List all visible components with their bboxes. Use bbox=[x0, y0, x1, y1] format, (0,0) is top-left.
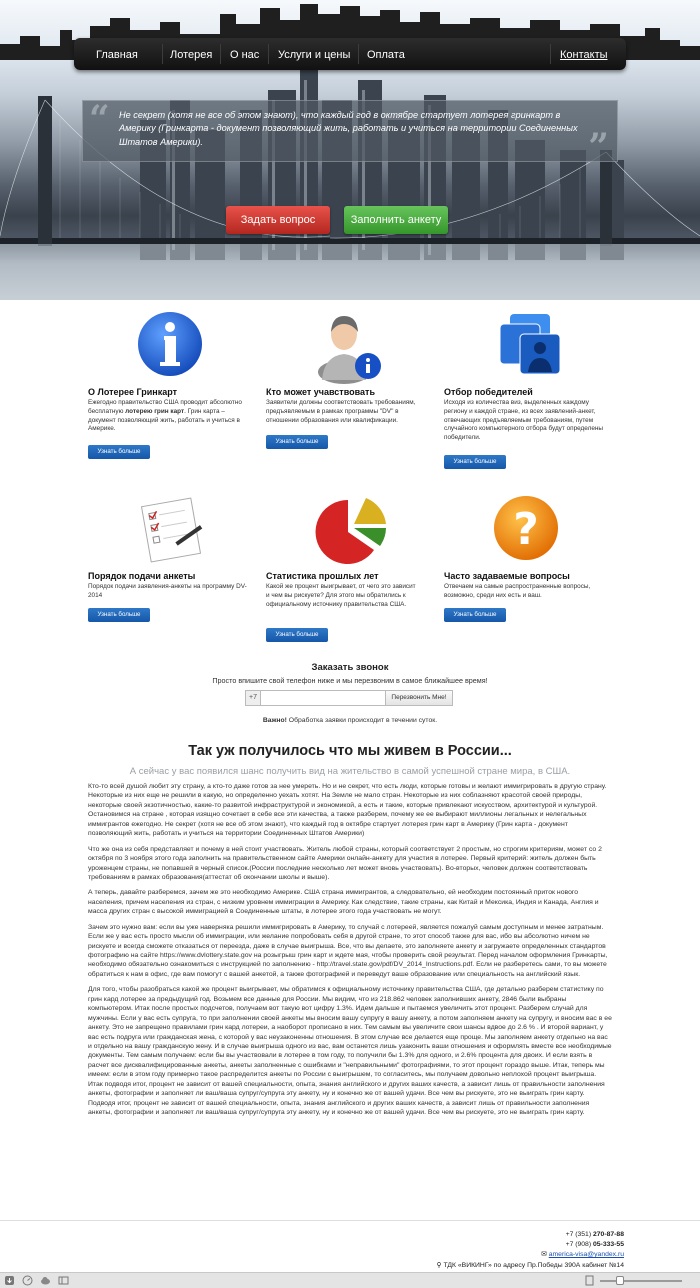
article-paragraph: Кто-то всей душой любит эту страну, а кто-то даже готов за нее умереть. Но и не секрет, что есть люди, которые готовы и желают иммигрировать в другую страну. Некоторые из них еще не решили в какую, но определенно уехать хотят. На Земле не мало стран. Некоторые из них соблазняют красотой своей природы, некоторые своей экзотичностью, какие-то развитой инфраструктурой и экономикой, а есть и такие, которые привлекают искусством, архитектурой и культурой. Остановимся на стране , которая изящно сочетает в себе все эти качества, а также разберем, почему же ее выбирают миллионы легальных и нелегальных иммигрантов ежегодно. Не секрет (хотя не все об этом знают), что каждый год в октябре стартует лотерея грин карт в Америку (Грин карта - документ позволяющий жить, работать и учиться на территории Соединенных Штатов Америки) bbox=[88, 783, 607, 838]
close-quote-icon: ” bbox=[588, 126, 609, 168]
speed-dial-icon[interactable] bbox=[22, 1275, 33, 1286]
learn-more-button[interactable]: Узнать больше bbox=[444, 455, 506, 469]
zoom-slider-handle[interactable] bbox=[616, 1276, 624, 1285]
question-icon bbox=[444, 494, 614, 568]
checklist-icon bbox=[88, 494, 258, 568]
learn-more-button[interactable]: Узнать больше bbox=[444, 608, 506, 622]
email-link[interactable]: america-visa@yandex.ru bbox=[548, 1251, 624, 1259]
feature-title: Кто может учавствовать bbox=[266, 387, 375, 397]
nav-lottery[interactable]: Лотерея bbox=[170, 49, 213, 61]
footer-divider bbox=[0, 1220, 700, 1221]
feature-title: Статистика прошлых лет bbox=[266, 571, 379, 581]
feature-text: Ежегодно правительство США проводит абсолютно бесплатную лотерею грин карт. Грин карта – документ позволяющий жить, работать и учиться в Америке. bbox=[88, 399, 242, 433]
main-navigation bbox=[74, 38, 626, 70]
callback-note: Важно! Обработка заявки происходит в течении суток. bbox=[262, 717, 438, 724]
nav-contacts[interactable]: Контакты bbox=[560, 49, 608, 61]
nav-payment[interactable]: Оплата bbox=[367, 49, 405, 61]
feature-text: Порядок подачи заявления-анкеты на программу DV-2014 bbox=[88, 583, 247, 599]
learn-more-button[interactable]: Узнать больше bbox=[88, 608, 150, 622]
nav-divider bbox=[162, 44, 163, 64]
footer-contacts bbox=[437, 1230, 624, 1271]
hero-quote-text: Не секрет (хотя не все об этом знают), что каждый год в октябре стартует лотерея гринкарт в Америку (Гринкарта - документ позволяющий жить, работать и учиться на территории Соединенных Штатов Америки). bbox=[119, 110, 578, 147]
hero-quote bbox=[82, 98, 618, 168]
phone-input[interactable] bbox=[260, 690, 386, 706]
article-paragraph: Для того, чтобы разобраться какой же процент выигрывает, мы обратимся к официальному источнику правительства США, где детально разберем статистику по грин кард лотерее за предыдущий год. Возьмем все данные для России. Мы видим, что из 218.862 человек заполнивших анкету, 2846 были выбраны компьютером. Итак после простых подсчетов, получаем вот такую вот цифру 1.3%. Идем дальше и пытаемся увеличить этот процент. Разберем случай для мужчины. Если у вас есть супруга, то при заполнении своей анкеты мы вносим вашу супругу в вашу анкету, а потом заполняем анкету на супругу, и вносим вас в ее анкету. Это не запрещено правилами грин кард лотереи, а наоборот прописано в них. Тем самым вы увеличите свои шансы вдвое до 2.6 % . И второй вариант, у вас есть подруга или гражданская жена, с которой у вас неузаконенны отношения. В этом случае все делается еще проще. Мы заполняем анкету отдельно на вас и отдельно на вашу гражданскую жену. И в случае выигрыша одного из вас, вам останется лишь узаконить ваши отношения и оформлять вместе все необходимые документы. Тем самым получаем: если бы вы участвовали в лотерее в том году, то получили бы 1.3% для одного, и 2.6% процента для двоих. И если взять в расчет все дисквалифицированные анкеты, анкеты заполненные с ошибками и "неправильными" фотографиями, то этот процент гораздо выше. Итак, теперь мы имеем: если в этом году примерно такое распределится анкеты по России с выигрышем, то согласитесь, мы получаем довольно неплохой процент выигрыша. Итак подводя итог, процент не зависит от вашей специальности, опыта, знания английского и других ваших качеств, а зависит лишь от правильности заполнения анкеты, фотографии и заполняет ли ваш/ваша супруг/супруга эту анкету, ну и конечно же от вашей удачи. Все чем вы рискуете, это не выиграть грин карту. Подводя итог, процент не зависит от вашей специальности, опыта, знания английского и других ваших качеств, а зависит лишь от правильности заполнения анкеты, фотографии и заполняет ли ваш/ваша супруг/супруга эту анкету, ну и конечно же от вашей удачи. Все чем вы рискуете, это не выиграть грин карту. bbox=[88, 986, 612, 1116]
article-paragraph: А теперь, давайте разберемся, зачем же это необходимо Америке. США страна иммигрантов, а следовательно, ей необходим постоянный приток нового населения, причем населения из стран, с низким уровнем иммиграции в Америку. Как следствие, такие страны, как Китай и Мексика, Индия и Канада, Англия и масса других стран с высокой иммиграцией в Соединенные штаты, в лотерее этого года участвовать не могут. bbox=[88, 889, 599, 916]
open-quote-icon: “ bbox=[89, 98, 110, 140]
nav-services[interactable]: Услуги и цены bbox=[278, 49, 351, 61]
address-row: ⚲ ТДК «ВИКИНГ» по адресу Пр.Победы 390А кабинет №14 bbox=[436, 1261, 624, 1269]
phone-1: +7 (351) 270-87-88 bbox=[565, 1231, 624, 1238]
article-body bbox=[88, 782, 612, 1123]
page-view-icon[interactable] bbox=[584, 1275, 595, 1286]
zoom-slider-track[interactable] bbox=[600, 1280, 682, 1282]
feature-title: Часто задаваемые вопросы bbox=[444, 571, 570, 581]
article-subtitle: А сейчас у вас появился шанс получить вид на жительство в самой успешной стране мира, в США. bbox=[129, 766, 571, 777]
download-icon[interactable] bbox=[4, 1275, 15, 1286]
feature-text: Заявители должны соответствовать требованиям, предъявляемым в рамках программы "DV" в отношении образования или квалификации. bbox=[266, 399, 416, 424]
learn-more-button[interactable]: Узнать больше bbox=[266, 628, 328, 642]
info-icon bbox=[88, 310, 258, 384]
user-info-icon bbox=[266, 310, 436, 384]
learn-more-button[interactable]: Узнать больше bbox=[266, 435, 328, 449]
nav-home[interactable]: Главная bbox=[96, 49, 138, 61]
feature-title: Отбор победителей bbox=[444, 387, 533, 397]
email-row bbox=[437, 1250, 624, 1260]
nav-about[interactable]: О нас bbox=[230, 49, 260, 61]
hero-banner bbox=[0, 0, 700, 300]
nav-divider bbox=[220, 44, 221, 64]
pie-chart-icon bbox=[266, 494, 436, 568]
feature-title: Порядок подачи анкеты bbox=[88, 571, 196, 581]
svg-text:?: ? bbox=[513, 504, 539, 555]
article-title: Так уж получилось что мы живем в России... bbox=[188, 743, 512, 759]
article-paragraph: Зачем это нужно вам: если вы уже наверняка решили иммигрировать в Америку, то случай с лотереей, является пожалуй самым доступным и менее затратным. Если же у вас есть просто мысли об иммиграции, или желание попробовать себя в другой стране, то этот способ также для вас, ибо вы абсолютно ничем не рискуете и всегда сможете отказаться от переезда, даже в случае выигрыша. Все, что вы делаете, это заполняете анкету и загружаете определенных стандартов фотографию на сайте https://www.dvlottery.state.gov на розыгрыш грин карт и ждете мая, чтобы проверить свой результат. Перед началом оформления Гринкарты, необходимо обязательно ознакомиться с инструкцией по заполнению - http://travel.state.gov/pdf/DV_2014_Instructions.pdf. Если не разберетесь сами, то вы можете обратиться к нам в офис, где вам помогут с вашей анкетой, а также фотографией и переведут ваше образование или специальность на английский язык. bbox=[88, 923, 608, 978]
fill-form-button[interactable]: Заполнить анкету bbox=[344, 206, 448, 234]
location-pin-icon: ⚲ bbox=[436, 1261, 444, 1269]
callback-form bbox=[245, 690, 453, 706]
browser-status-bar bbox=[0, 1272, 700, 1288]
cloud-icon[interactable] bbox=[40, 1275, 51, 1286]
phone-2: +7 (908) 05-333-55 bbox=[565, 1241, 624, 1249]
envelope-icon: ✉ bbox=[541, 1251, 549, 1259]
users-icon bbox=[444, 310, 614, 384]
learn-more-button[interactable]: Узнать больше bbox=[88, 445, 150, 459]
ask-question-button[interactable]: Задать вопрос bbox=[226, 206, 330, 234]
feature-text: Исходя из количества виз, выделенных каждому региону и каждой стране, из всех заявлений-анкет, отвечающих предъявляемым требованиям, путем случайного компьютерного отбора будут определены победители. bbox=[444, 399, 604, 442]
article-paragraph: Что же она из себя представляет и почему в ней стоит участвовать. Житель любой страны, который соответствует 2 простым, но строгим критериям, может со 2 октября по 3 ноября этого года заполнить на правительственном сайте Америки онлайн-анкету для участия в лотерее. Первый критерий: житель должен быть уроженцем страны, не попавшей в черный список.(России последние несколько лет может вновь участвовать). Во-вторых, человек должен соответствовать требованиям в рамках образования(аттестат об окончании школы и выше). bbox=[88, 845, 602, 881]
nav-divider bbox=[268, 44, 269, 64]
callback-submit-button[interactable]: Перезвонить Мне! bbox=[385, 690, 453, 706]
feature-text: Отвечаем на самые распространенные вопросы, возможно, среди них есть и ваш. bbox=[444, 583, 591, 599]
callback-subtitle: Просто впишите свой телефон ниже и мы перезвоним в самое ближайшее время! bbox=[212, 676, 488, 685]
panel-icon[interactable] bbox=[58, 1275, 69, 1286]
callback-title: Заказать звонок bbox=[311, 662, 389, 673]
feature-title: О Лотерее Гринкарт bbox=[88, 387, 178, 397]
nav-divider bbox=[550, 44, 551, 64]
phone-prefix: +7 bbox=[245, 690, 261, 706]
nav-divider bbox=[358, 44, 359, 64]
feature-text: Какой же процент выигрывает, от чего это зависит и чем вы рискуете? Для этого мы обратились к официальному источнику правительства США. bbox=[266, 583, 416, 608]
